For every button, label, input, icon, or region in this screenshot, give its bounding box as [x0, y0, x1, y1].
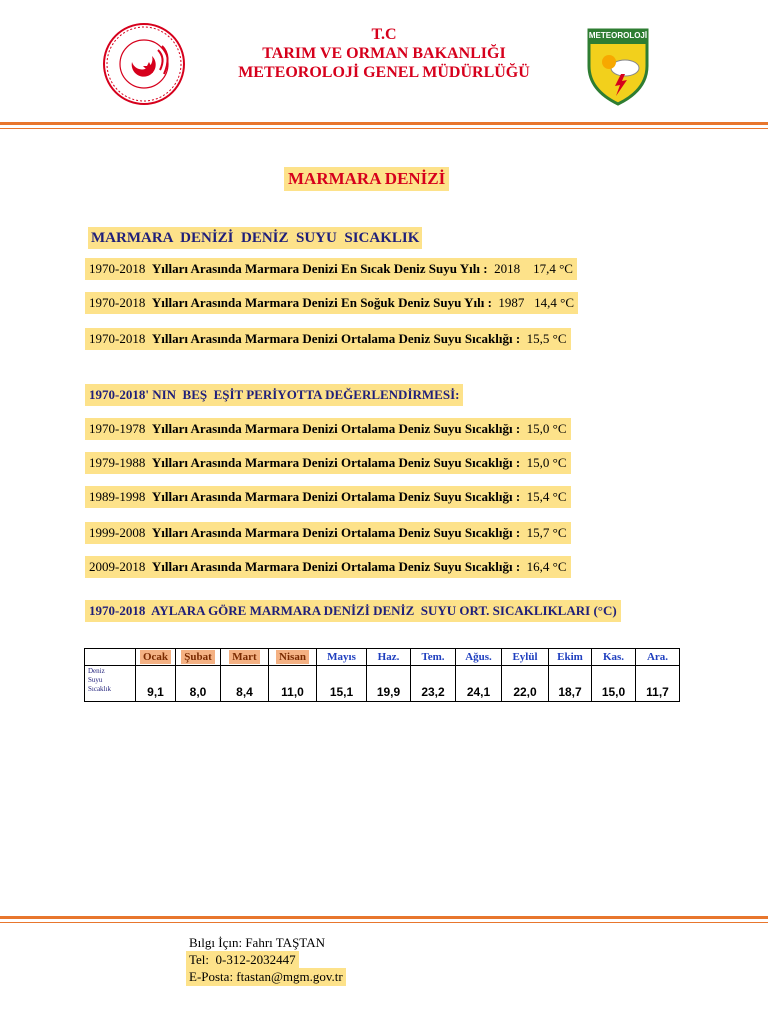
- row-value: 15,4 °C: [526, 489, 567, 504]
- meteorology-logo-text: METEOROLOJİ: [588, 31, 648, 40]
- row-label-line: Sıcaklık: [88, 685, 111, 693]
- month-value: 19,9: [367, 666, 411, 702]
- month-value: 22,0: [502, 666, 549, 702]
- row-years: 1970-2018: [89, 295, 146, 310]
- month-header: Haz.: [377, 651, 400, 663]
- header-ministry: TARIM VE ORMAN BAKANLIĞI: [262, 45, 506, 62]
- row-value: 1987 14,4 °C: [498, 295, 575, 310]
- period-line-3: [85, 486, 571, 508]
- row-value: 15,5 °C: [526, 331, 567, 346]
- row-years: 2009-2018: [89, 559, 146, 574]
- month-value: 11,0: [269, 666, 317, 702]
- row-value: 15,0 °C: [526, 421, 567, 436]
- footer-email: E-Posta: ftastan@mgm.gov.tr: [186, 968, 346, 986]
- header-tc: T.C: [371, 26, 397, 43]
- page-title: MARMARA DENİZİ: [284, 167, 449, 191]
- section3-heading: 1970-2018 AYLARA GÖRE MARMARA DENİZİ DENİZ SUYU ORT. SICAKLIKLARI (°C): [85, 600, 621, 622]
- row-years: 1970-2018: [89, 331, 146, 346]
- row-years: 1970-1978: [89, 421, 146, 436]
- row-text: Yılları Arasında Marmara Denizi Ortalama Deniz Suyu Sıcaklığı :: [151, 559, 521, 574]
- month-header: Nisan: [276, 650, 309, 664]
- month-header: Kas.: [602, 651, 625, 663]
- row-label-line: Deniz: [88, 667, 105, 675]
- month-value: 18,7: [549, 666, 592, 702]
- month-value: 15,1: [317, 666, 367, 702]
- month-value: 11,7: [636, 666, 680, 702]
- footer-divider: [0, 916, 768, 919]
- month-value: 23,2: [411, 666, 456, 702]
- month-header: Ağus.: [465, 651, 492, 663]
- header-divider: [0, 122, 768, 125]
- footer-phone: Tel: 0-312-2032447: [186, 951, 299, 969]
- row-label-line: Suyu: [88, 676, 103, 684]
- month-header: Şubat: [181, 650, 215, 664]
- footer-contact-name: Bılgı İçın: Fahrı TAŞTAN: [189, 935, 325, 950]
- period-line-4: [85, 522, 571, 544]
- table-corner-cell: [85, 649, 136, 666]
- row-text: Yılları Arasında Marmara Denizi Ortalama Deniz Suyu Sıcaklığı :: [151, 421, 521, 436]
- section1-heading: MARMARA DENİZİ DENİZ SUYU SICAKLIK: [88, 227, 422, 249]
- row-value: 15,0 °C: [526, 455, 567, 470]
- row-value: 15,7 °C: [526, 525, 567, 540]
- month-value: 15,0: [592, 666, 636, 702]
- month-value: 8,4: [221, 666, 269, 702]
- period-line-2: [85, 452, 571, 474]
- hottest-year-line: [85, 258, 577, 280]
- row-years: 1979-1988: [89, 455, 146, 470]
- row-text: Yılları Arasında Marmara Denizi Ortalama Deniz Suyu Sıcaklığı :: [151, 525, 521, 540]
- row-years: 1999-2008: [89, 525, 146, 540]
- row-years: 1970-2018: [89, 261, 146, 276]
- month-header: Ocak: [140, 650, 171, 664]
- row-label-cell: [85, 666, 136, 702]
- header-directorate: METEOROLOJİ GENEL MÜDÜRLÜĞÜ: [238, 64, 530, 81]
- month-header: Ara.: [646, 651, 669, 663]
- meteorology-shield-logo: [587, 28, 649, 106]
- month-header: Ekim: [557, 651, 583, 663]
- row-text: Yılları Arasında Marmara Denizi Ortalama Deniz Suyu Sıcaklığı :: [151, 331, 521, 346]
- table-value-row: [85, 666, 680, 702]
- month-header: Eylül: [512, 651, 538, 663]
- month-value: 8,0: [176, 666, 221, 702]
- row-years: 1989-1998: [89, 489, 146, 504]
- footer-divider-thin: [0, 922, 768, 923]
- table-header-row: [85, 649, 680, 666]
- header-divider-thin: [0, 128, 768, 129]
- row-text: Yılları Arasında Marmara Denizi Ortalama Deniz Suyu Sıcaklığı :: [151, 489, 521, 504]
- average-temp-line: [85, 328, 571, 350]
- row-text: Yılları Arasında Marmara Denizi Ortalama Deniz Suyu Sıcaklığı :: [151, 455, 521, 470]
- row-text: Yılları Arasında Marmara Denizi En Sıcak Deniz Suyu Yılı :: [151, 261, 488, 276]
- period-line-1: [85, 418, 571, 440]
- row-value: 2018 17,4 °C: [494, 261, 573, 276]
- month-value: 9,1: [136, 666, 176, 702]
- monthly-temperature-table: [84, 648, 680, 702]
- month-header: Mart: [229, 650, 259, 664]
- coldest-year-line: [85, 292, 578, 314]
- month-value: 24,1: [456, 666, 502, 702]
- row-value: 16,4 °C: [526, 559, 567, 574]
- row-text: Yılları Arasında Marmara Denizi En Soğuk Deniz Suyu Yılı :: [151, 295, 492, 310]
- month-header: Tem.: [421, 651, 445, 663]
- period-line-5: [85, 556, 571, 578]
- section2-heading: 1970-2018' NIN BEŞ EŞİT PERİYOTTA DEĞERLENDİRMESİ:: [85, 384, 463, 406]
- month-header: Mayıs: [327, 651, 356, 663]
